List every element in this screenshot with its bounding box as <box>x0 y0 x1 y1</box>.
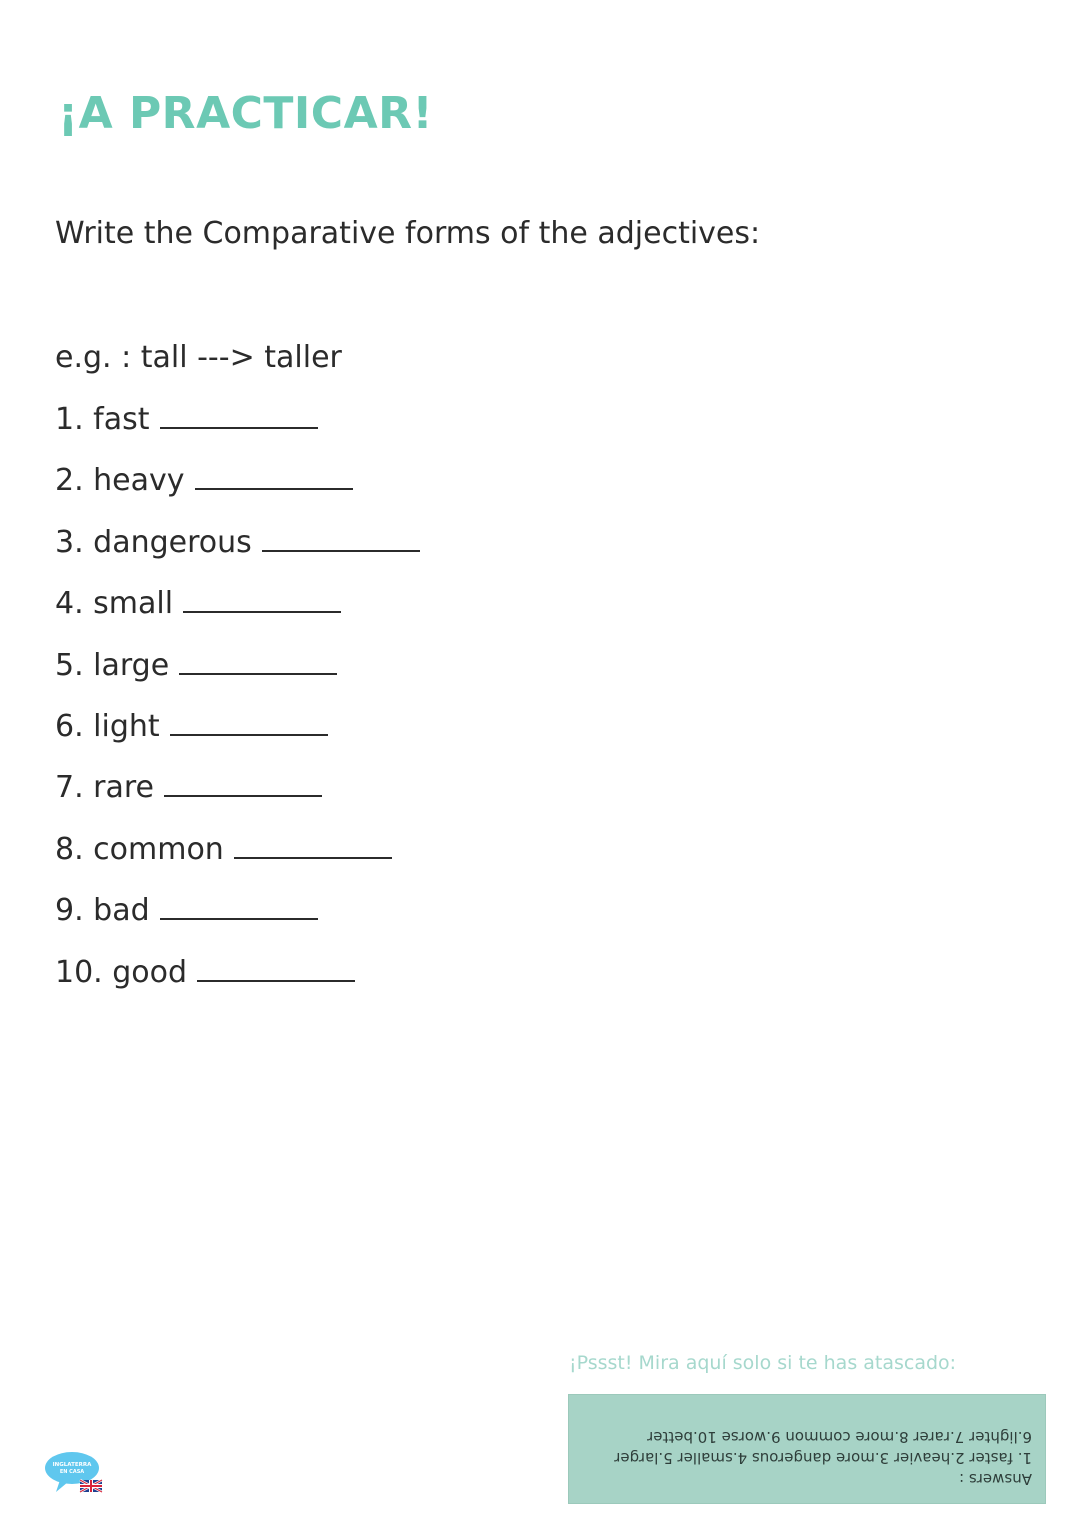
exercise-item <box>55 891 420 952</box>
exercise-item <box>55 584 420 645</box>
instruction-text: Write the Comparative forms of the adjectives: <box>55 216 761 251</box>
exercise-label: 5. large <box>55 647 170 683</box>
exercise-label: 2. heavy <box>55 463 185 499</box>
answer-blank <box>234 833 392 859</box>
hint-text: ¡Pssst! Mira aquí solo si te has atascado: <box>569 1352 957 1374</box>
exercise-label: 3. dangerous <box>55 524 252 560</box>
exercise-item <box>55 646 420 707</box>
answer-blank <box>262 526 420 552</box>
answer-box <box>568 1394 1046 1504</box>
exercise-label: 7. rare <box>55 770 155 806</box>
logo-text-line-2: EN CASA <box>59 1469 85 1475</box>
uk-flag-icon <box>80 1480 102 1492</box>
exercise-item <box>55 461 420 522</box>
exercise-item <box>55 400 420 461</box>
answers-line-2: 6.lighter 7.rarer 8.more common 9.worse 10.better <box>647 1428 1032 1446</box>
example-line: e.g. : tall ---> taller <box>55 340 342 375</box>
upside-down-answers <box>569 1395 1047 1505</box>
inglaterra-en-casa-logo <box>44 1450 106 1496</box>
answer-blank <box>183 587 341 613</box>
answer-blank <box>164 771 322 797</box>
logo-text-line-1: INGLATERRA <box>52 1462 92 1468</box>
page-title: ¡A PRACTICAR! <box>58 88 434 139</box>
answer-blank <box>197 956 355 982</box>
exercise-item <box>55 707 420 768</box>
exercise-item <box>55 830 420 891</box>
exercise-label: 9. bad <box>55 893 150 929</box>
exercise-label: 6. light <box>55 708 160 744</box>
answer-blank <box>179 649 337 675</box>
answer-blank <box>160 894 318 920</box>
exercise-item <box>55 768 420 829</box>
exercise-item <box>55 953 420 1014</box>
exercise-label: 10. good <box>55 954 188 990</box>
exercise-item <box>55 523 420 584</box>
exercise-label: 1. fast <box>55 402 150 437</box>
answers-heading: Answers : <box>959 1470 1032 1488</box>
answer-blank <box>195 464 353 490</box>
answers-line-1: 1. faster 2.heavier 3.more dangerous 4.smaller 5.larger <box>614 1449 1032 1467</box>
exercise-list <box>55 400 420 1014</box>
answer-blank <box>170 710 328 736</box>
exercise-label: 8. common <box>55 831 224 867</box>
answer-blank <box>160 403 318 429</box>
exercise-label: 4. small <box>55 586 174 622</box>
